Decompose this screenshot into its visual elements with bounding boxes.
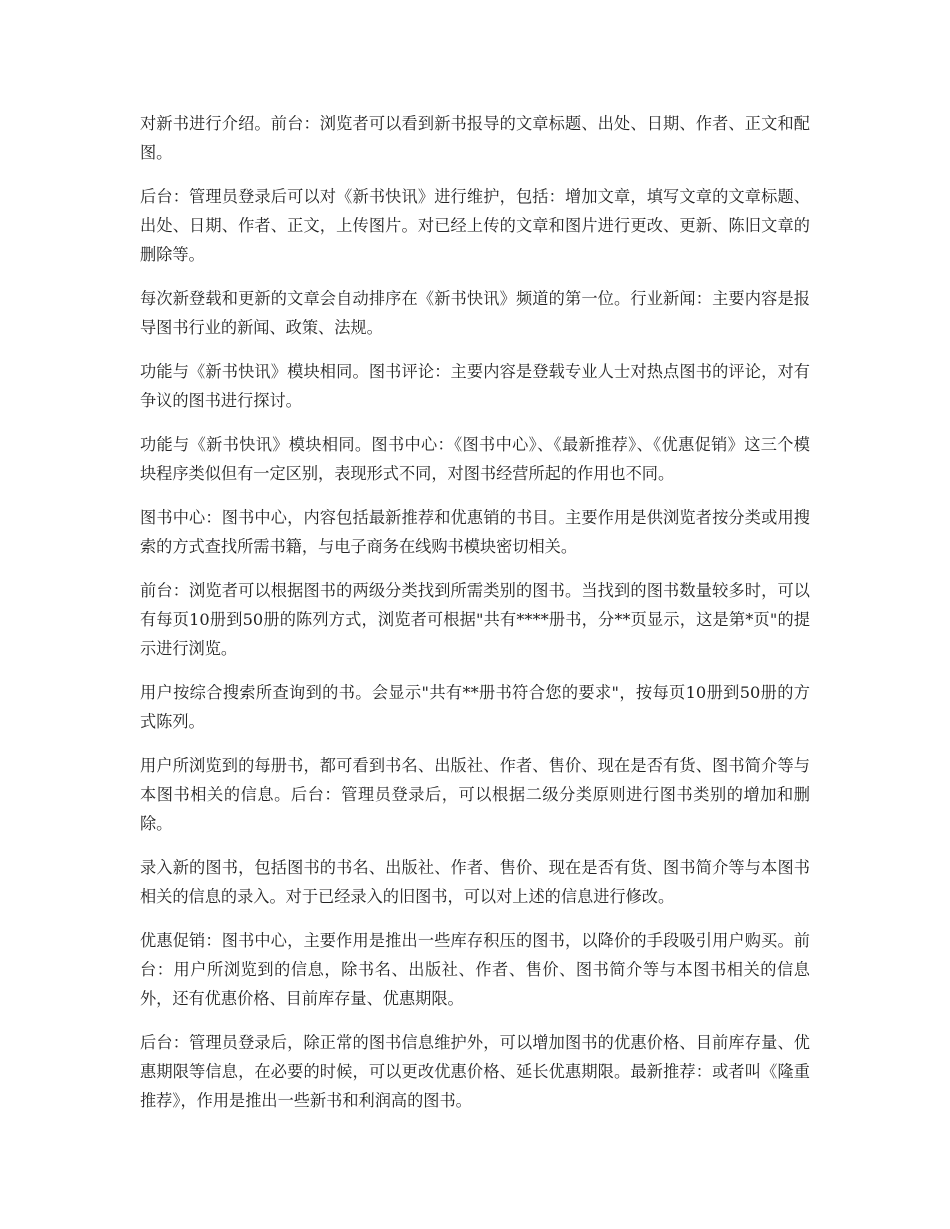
paragraph-new-book-entry: 录入新的图书，包括图书的书名、出版社、作者、售价、现在是否有货、图书简介等与本图书相关的信息的录入。对于已经录入的旧图书，可以对上述的信息进行修改。: [140, 858, 810, 906]
paragraph-book-reviews: 功能与《新书快讯》模块相同。图书评论：主要内容是登载专业人士对热点图书的评论，对有争议的图书进行探讨。: [140, 362, 810, 410]
paragraph-new-book-intro: 对新书进行介绍。前台：浏览者可以看到新书报导的文章标题、出处、日期、作者、正文和配图。: [140, 114, 810, 162]
paragraph-backend-maintenance: 后台：管理员登录后可以对《新书快讯》进行维护，包括：增加文章，填写文章的文章标题、出处、日期、作者、正文，上传图片。对已经上传的文章和图片进行更改、更新、陈旧文章的删除等。: [140, 187, 810, 264]
document-page: [140, 109, 810, 1130]
paragraph-search-results: 用户按综合搜索所查询到的书。会显示"共有**册书符合您的要求"，按每页10册到50册的方式陈列。: [140, 683, 810, 731]
paragraph-promotion-backend: 后台：管理员登录后，除正常的图书信息维护外，可以增加图书的优惠价格、目前库存量、优惠期限等信息，在必要的时候，可以更改优惠价格、延长优惠期限。最新推荐：或者叫《隆重推荐》，作用是推出一些新书和利润高的图书。: [140, 1033, 810, 1110]
paragraph-article-ordering: 每次新登载和更新的文章会自动排序在《新书快讯》频道的第一位。行业新闻：主要内容是报导图书行业的新闻、政策、法规。: [140, 289, 810, 337]
paragraph-frontend-browsing: 前台：浏览者可以根据图书的两级分类找到所需类别的图书。当找到的图书数量较多时，可以有每页10册到50册的陈列方式，浏览者可根据"共有****册书，分**页显示，这是第*页"的提示进行浏览。: [140, 581, 810, 658]
paragraph-book-center-modules: 功能与《新书快讯》模块相同。图书中心：《图书中心》、《最新推荐》、《优惠促销》这三个模块程序类似但有一定区别，表现形式不同，对图书经营所起的作用也不同。: [140, 435, 810, 483]
paragraph-promotions: 优惠促销：图书中心，主要作用是推出一些库存积压的图书，以降价的手段吸引用户购买。前台：用户所浏览到的信息，除书名、出版社、作者、售价、图书简介等与本图书相关的信息外，还有优惠价格、目前库存量、优惠期限。: [140, 931, 810, 1008]
paragraph-book-center: 图书中心：图书中心，内容包括最新推荐和优惠销的书目。主要作用是供浏览者按分类或用搜索的方式查找所需书籍，与电子商务在线购书模块密切相关。: [140, 508, 810, 556]
paragraph-book-info: 用户所浏览到的每册书，都可看到书名、出版社、作者、售价、现在是否有货、图书简介等与本图书相关的信息。后台：管理员登录后，可以根据二级分类原则进行图书类别的增加和删除。: [140, 756, 810, 833]
